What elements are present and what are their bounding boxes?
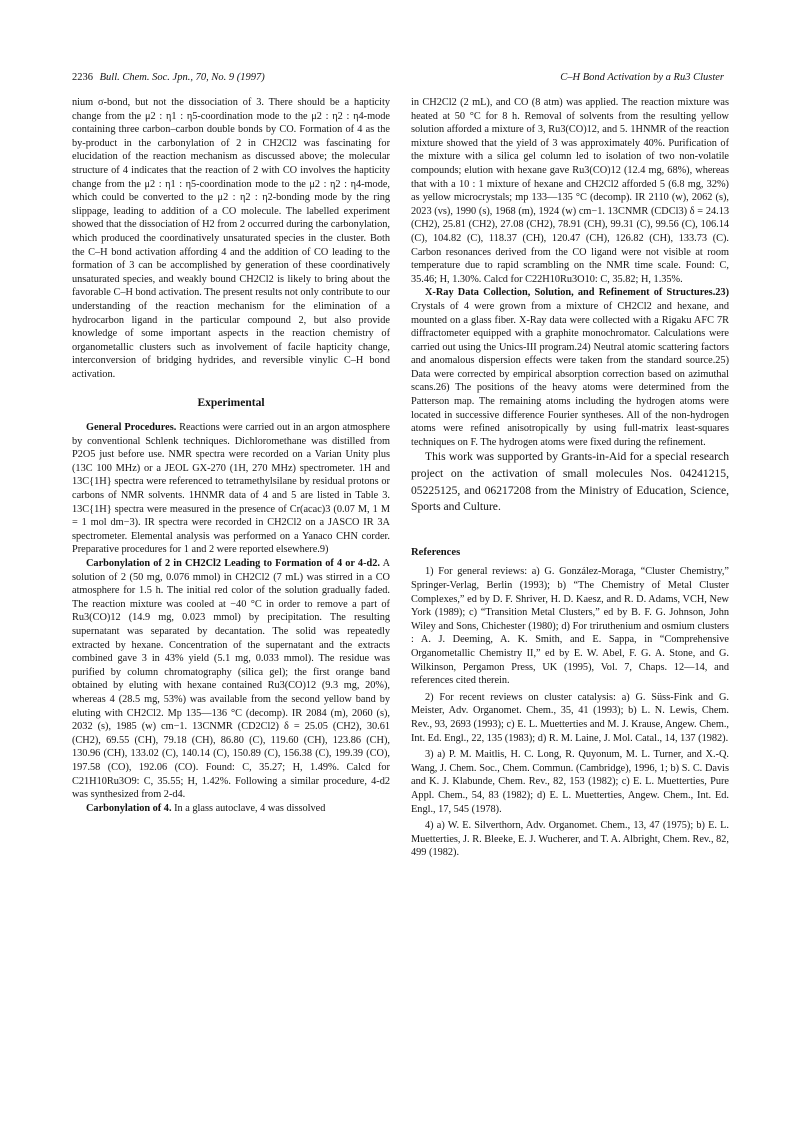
carbonylation-2-text: A solution of 2 (50 mg, 0.076 mmol) in CH2Cl2 (7 mL) was stirred in a CO atmosphere for 1.5 h. The initial red color of the solution gradually faded. The reaction mixture was cooled at −40 °C in order to remove a part of Ru3(CO)12 (14.9 mg, 0.023 mmol) by precipitation. The resulting supernatant was separated by decantation. The solid was repeatedly extracted by hexane. Concentration of the supernatant and the extracts combined gave 3 in 43% yield (5.1 mg, 0.033 mmol). The residue was purified by column chromatography (silica gel); the first orange band obtained by eluting with hexane contained Ru3(CO)12 (9.3 mg, 20%), whereas 4 (28.5 mg, 53%) was available from the second yellow band by eluting with CH2Cl2. Mp 135—136 °C (decomp). IR 2084 (m), 2060 (s), 2032 (s), 1985 (w) cm−1. 13CNMR (CD2Cl2) δ = 25.05 (CH2), 30.61 (CH2), 69.55 (CH), 79.18 (CH), 86.80 (C), 119.60 (CH), 123.86 (CH), 130.96 (CH), 133.02 (C), 140.14 (C), 150.89 (C), 156.38 (C), 199.39 (CO), 197.58 (CO), 192.06 (CO). Found: C, 35.27; H, 1.49%. Calcd for C21H10Ru3O9: C, 35.55; H, 1.42%. Following a similar procedure, 4-d2 was synthesized from 2-d4. <box>72 558 390 801</box>
acknowledgment: This work was supported by Grants-in-Aid for a special research project on the activation of small molecules Nos. 04241215, 05225125, and 06217208 from the Ministry of Education, Science, Sports and Culture. <box>411 450 729 514</box>
carbonylation-2-paragraph <box>72 557 390 802</box>
running-header <box>72 72 724 86</box>
section-title-experimental: Experimental <box>197 397 265 410</box>
reference-item: 2) For recent reviews on cluster catalysis: a) G. Süss-Fink and G. Meister, Adv. Organomet. Chem., 35, 41 (1993); b) L. N. Lewis, Chem. Rev., 93, 2693 (1993); c) E. L. Muetterties and M. J. Krause, Angew. Chem., Int. Ed. Engl., 22, 135 (1983); d) R. M. Laine, J. Mol. Catal., 14, 137 (1982). <box>411 691 729 744</box>
running-title: C–H Bond Activation by a Ru3 Cluster <box>560 72 724 83</box>
carbonylation-4-heading: Carbonylation of 4. <box>86 802 172 814</box>
reference-item: 1) For general reviews: a) G. González-Moraga, “Cluster Chemistry,” Springer-Verlag, Berlin (1993); b) “The Chemistry of Metal Cluster Complexes,” ed by D. F. Shriver, H. D. Kaesz, and R. D. Adams, VCH, New York (1989); c) “Transition Metal Clusters,” ed by B. F. G. Johnson, John Wiley and Sons, Chichester (1980); d) For triruthenium and osmium clusters : A. J. Deeming, A. K. Smith, and E. Sappa, in “Comprehensive Organometallic Chemistry II,” ed by E. W. Abel, F. G. A. Stone, and G. Wilkinson, Pergamon Press, UK (1995), Vol. 7, Chaps. 12—14, and references cited therein. <box>411 566 729 687</box>
xray-heading: X-Ray Data Collection, Solution, and Refinement of Structures.23) <box>425 287 729 299</box>
carbonylation-4-paragraph <box>72 802 390 816</box>
page-number: 2236 <box>72 72 93 83</box>
left-column <box>72 96 390 815</box>
general-procedures-heading: General Procedures. <box>86 422 177 434</box>
carbonylation-4-continuation: in CH2Cl2 (2 mL), and CO (8 atm) was applied. The reaction mixture was heated at 50 °C for 8 h. Removal of solvents from the resulting yellow solution afforded a mixture of 3, Ru3(CO)12, and 5. 1HNMR of the reaction mixture showed that the yield of 3 was approximately 40%. Purification of the mixture with a silica gel column led to isolation of two non-volatile compounds; elution with hexane gave Ru3(CO)12 (12.4 mg, 68%), whereas that with a 10 : 1 mixture of hexane and CH2Cl2 afforded 5 (6.8 mg, 32%) as yellow microcrystals; mp 133—135 °C (decomp). IR 2110 (w), 2062 (s), 2023 (vs), 1990 (s), 1968 (m), 1924 (w) cm−1. 13CNMR (CDCl3) δ = 24.13 (CH2), 25.81 (CH2), 27.08 (CH2), 78.91 (CH), 99.31 (C), 99.56 (C), 106.14 (C), 104.82 (C), 118.37 (CH), 120.47 (CH), 126.82 (CH), 133.73 (C). Carbon resonances derived from the CO ligand were not visible at room temperature due to rapid scrambling on the NMR time scale. Found: C, 35.46; H, 1.30%. Calcd for C22H10Ru3O10: C, 35.82; H, 1.35%. <box>411 97 729 285</box>
general-procedures-text: Reactions were carried out in an argon atmosphere by conventional Schlenk techniques. Dichloromethane was distilled from P2O5 just before use. NMR spectra were recorded on a Varian Unity plus (13C 100 MHz) or a JEOL GX-270 (1H, 270 MHz) spectrometer. 1H and 13C{1H} spectra were referenced to tetramethylsilane by residual protons or carbons of NMR solvents. 1HNMR data of 4 and 5 are listed in Table 3. 13C{1H} spectra were measured in the presence of Cr(acac)3 (0.07 M, 1 M = 1 mol dm−3). IR spectra were recorded in CH2Cl2 on a JASCO IR 3A spectrometer. Elemental analysis was performed on a Yanaco CHN corder. Preparative procedures for 1 and 2 were reported elsewhere.9) <box>72 422 390 556</box>
xray-text: Crystals of 4 were grown from a mixture of CH2Cl2 and hexane, and mounted on a glass fiber. X-Ray data were collected with a Rigaku AFC 7R diffractometer equipped with a graphite monochromator. Calculations were carried out using the Unics-III program.24) Neutral atomic scattering factors and anomalous dispersion effects were taken from the standard source.25) Data were corrected by empirical absorption correction based on azimuthal scans.26) The positions of the heavy atoms were determined from the Patterson map. The remaining atoms including the hydrogen atoms were located in successive difference Fourier syntheses. All of the non-hydrogen atoms were refined anisotropically by using full-matrix least-squares techniques on F. The hydrogen atoms were fixed during the refinement. <box>411 300 729 448</box>
general-procedures-paragraph <box>72 421 390 557</box>
header-left <box>72 72 265 83</box>
journal-citation: Bull. Chem. Soc. Jpn., 70, No. 9 (1997) <box>99 72 265 83</box>
references-title: References <box>411 546 461 558</box>
xray-paragraph <box>411 286 729 449</box>
reference-item: 4) a) W. E. Silverthorn, Adv. Organomet. Chem., 13, 47 (1975); b) E. L. Muetterties, J. R. Bleeke, E. J. Wucherer, and T. A. Albright, Chem. Rev., 82, 499 (1982). <box>411 820 729 859</box>
right-column <box>411 96 729 860</box>
reference-item: 3) a) P. M. Maitlis, H. C. Long, R. Quyonum, M. L. Turner, and X.-Q. Wang, J. Chem. Soc., Chem. Commun. (Cambridge), 1996, 1; b) S. C. Davis and K. J. Klabunde, Chem. Rev., 82, 153 (1982); c) E. L. Muetterties, Pure Appl. Chem., 54, 83 (1982); d) E. L. Muetterties, Angew. Chem., Int. Ed. Engl., 17, 545 (1978). <box>411 749 729 815</box>
carbonylation-2-heading: Carbonylation of 2 in CH2Cl2 Leading to Formation of 4 or 4-d2. <box>86 558 380 569</box>
discussion-paragraph: nium σ-bond, but not the dissociation of 3. There should be a hapticity change from the μ2 : η1 : η5-coordination mode to the μ2 : η2 : η4-mode containing three carbon–carbon double bonds by CO. Formation of 4 as the by-product in the carbonylation of 2 in CH2Cl2 was fascinating for elucidation of the reaction mechanism as discussed above; the molecular structure of 4 indicates that the reaction of 2 with CO involves the hapticity change from the μ2 : η1 : η5-coordination mode to the μ2 : η2 : η4-mode, which could be converted to the μ2 : η2 : η2-bonding mode by the ring slippage, leading to addition of a CO molecule. The labelled experiment showed that the dissociation of H2 from 2 occurred during the carbonylation, which produced the coordinatively unsaturated species in the cluster. Both the C–H bond activation affording 4 and the addition of CO leading to the formation of 3 can be accomplished by generation of these coordinatively unsaturated species, and weakly bound CH2Cl2 is likely to bring about the favorable C–H bond activation. The present results not only contribute to our understanding of the reaction mechanism for the elimination of a hydrocarbon ligand in the particular compound 2, but also provide knowledge of some important aspects in the reaction chemistry of organometallic clusters such as involvement of facile hapticity change, interconversion of bridging hydrides, and reversible vinylic C–H bond activation. <box>72 97 390 380</box>
carbonylation-4-text: In a glass autoclave, 4 was dissolved <box>174 802 326 814</box>
